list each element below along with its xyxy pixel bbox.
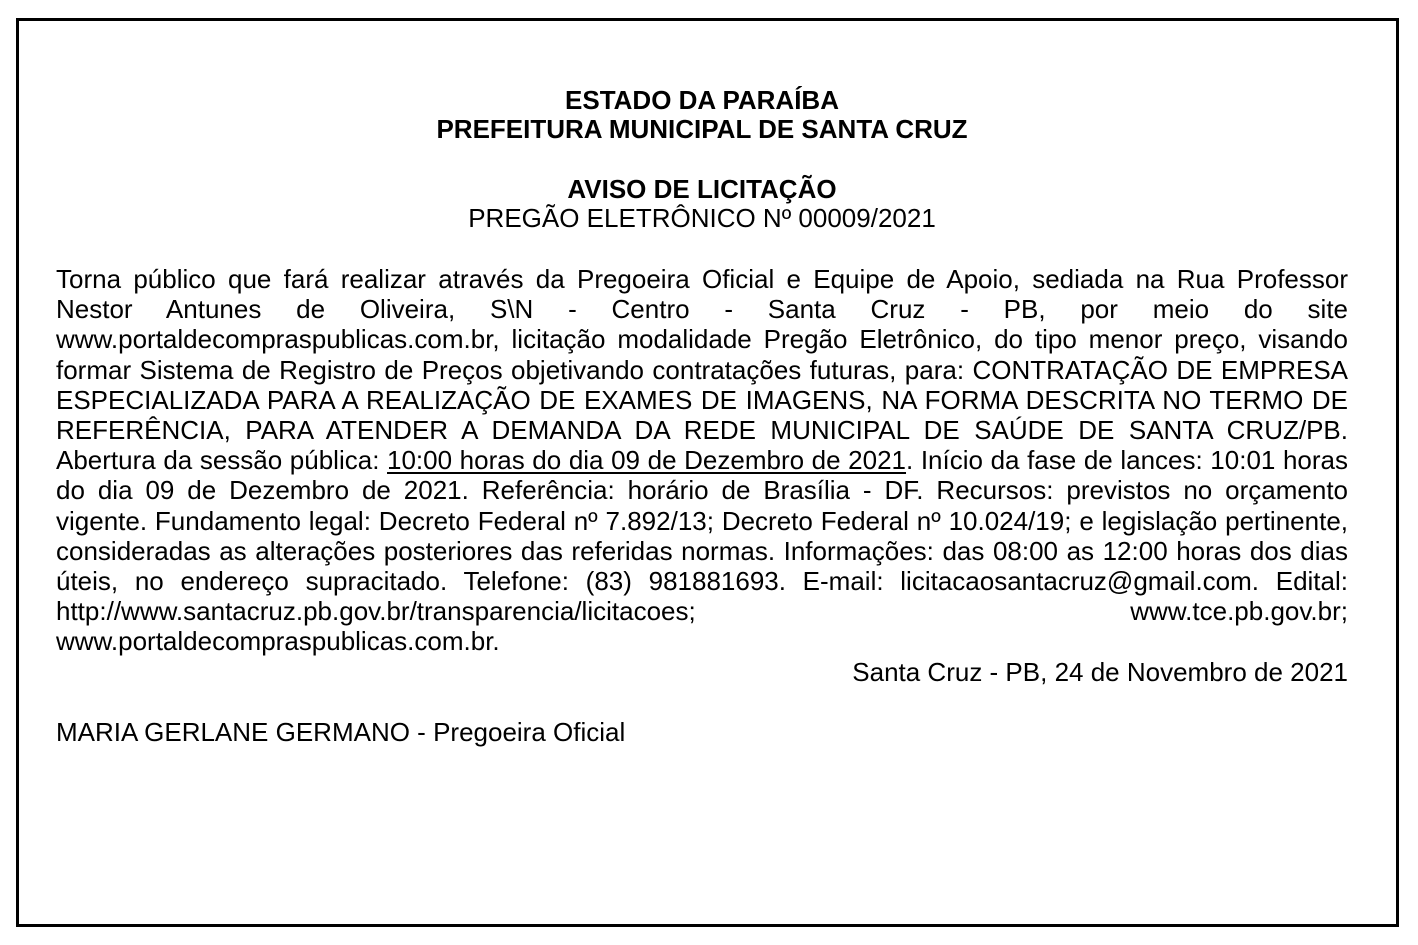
notice-body	[56, 264, 1348, 657]
body-text-part2: . Início da fase de lances: 10:01 horas do dia 09 de Dezembro de 2021. Referência: horário de Brasília - DF. Recursos: previstos no orçamento vigente. Fundamento legal: Decreto Federal nº 7.892/13; Decreto Federal nº 10.024/19; e legislação pertinente, consideradas as alterações posteriores das referidas normas. Informações: das 08:00 as 12:00 horas dos dias úteis, no endereço supracitado. Telefone: (83) 981881693. E-mail: licitacaosantacruz@gmail.com. Edital: http://www.santacruz.pb.gov.br/transparencia/licitacoes; www.tce.pb.gov.br; www.portaldecompraspublicas.com.br.	[56, 445, 1348, 657]
notice-title: AVISO DE LICITAÇÃO	[567, 174, 837, 204]
state-heading: ESTADO DA PARAÍBA	[565, 85, 839, 115]
signature: MARIA GERLANE GERMANO - Pregoeira Oficial	[56, 716, 626, 747]
opening-datetime: 10:00 horas do dia 09 de Dezembro de 2021	[387, 445, 907, 476]
place-date: Santa Cruz - PB, 24 de Novembro de 2021	[852, 656, 1348, 687]
notice-subtitle: PREGÃO ELETRÔNICO Nº 00009/2021	[468, 203, 936, 233]
municipality-heading: PREFEITURA MUNICIPAL DE SANTA CRUZ	[436, 114, 968, 144]
notice-content	[56, 86, 1348, 747]
body-text-part1: Torna público que fará realizar através da Pregoeira Oficial e Equipe de Apoio, sediada na Rua Professor Nestor Antunes de Oliveira, S\N - Centro - Santa Cruz - PB, por meio do site www.portaldecompraspublicas.com.br, licitação modalidade Pregão Eletrônico, do tipo menor preço, visando formar Sistema de Registro de Preços objetivando contratações futuras, para: CONTRATAÇÃO DE EMPRESA ESPECIALIZADA PARA A REALIZAÇÃO DE EXAMES DE IMAGENS, NA FORMA DESCRITA NO TERMO DE REFERÊNCIA, PARA ATENDER A DEMANDA DA REDE MUNICIPAL DE SAÚDE DE SANTA CRUZ/PB. Abertura da sessão pública:	[56, 264, 1348, 476]
